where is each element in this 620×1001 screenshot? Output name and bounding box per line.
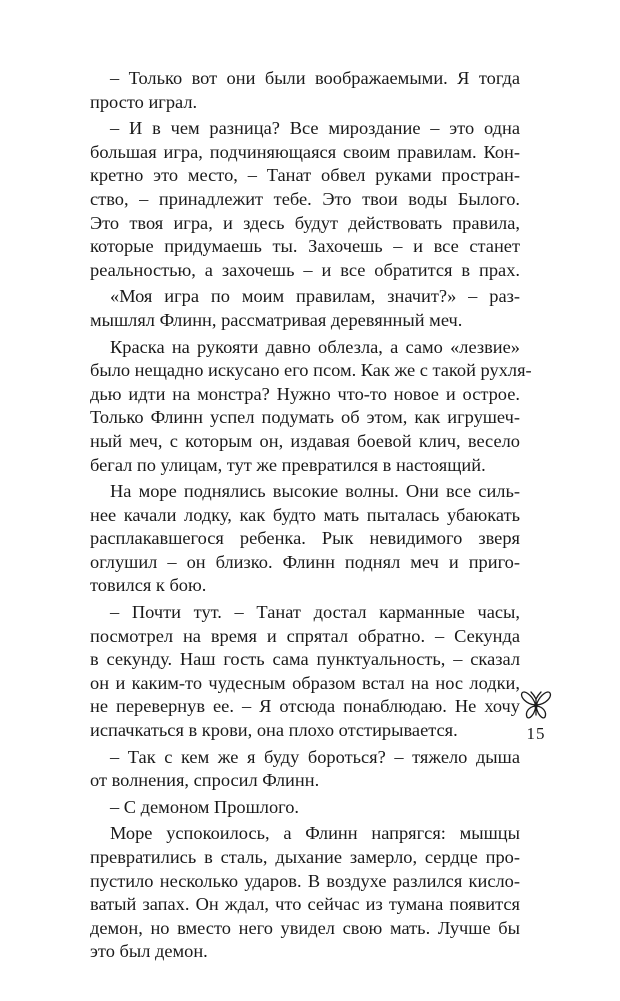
paragraph [90, 67, 520, 114]
text-line: оглушил – он близко. Флинн поднял меч и приго- [90, 551, 520, 572]
paragraph [90, 480, 520, 598]
text-line: реальностью, а захочешь – и все обратится в прах. [90, 259, 520, 280]
paragraph [90, 601, 520, 743]
text-line: «Моя игра по моим правилам, значит?» – раз- [110, 286, 520, 307]
text-line: Только Флинн успел подумать об этом, как игрушеч- [90, 407, 520, 428]
text-line: от волнения, спросил Флинн. [90, 770, 320, 791]
text-line: пустило несколько ударов. В воздухе разлился кисло- [90, 870, 520, 891]
text-line: демон, но вместо него увидел свою мать. Лучше бы [90, 917, 520, 938]
paragraph [90, 746, 520, 793]
text-line: было нещадно искусано его псом. Как же с такой рухля- [90, 360, 532, 381]
text-line: просто играл. [90, 91, 198, 112]
paragraph [90, 285, 520, 332]
text-line: не перевернув ее. – Я отсюда понаблюдаю. Не хочу [90, 696, 520, 717]
text-line: он и каким-то чудесным образом встал на нос лодки, [90, 672, 520, 693]
text-line: испачкаться в крови, она плохо отстирывается. [90, 720, 458, 741]
text-line: ватый запах. Он ждал, что сейчас из тумана появится [90, 894, 520, 915]
page-folio [518, 688, 554, 754]
text-line: На море поднялись высокие волны. Они все силь- [110, 481, 520, 502]
text-line: кретно это место, – Танат обвел руками простран- [90, 165, 520, 186]
paragraph [90, 822, 520, 964]
text-line: превратились в сталь, дыхание замерло, сердце про- [90, 847, 520, 867]
body-text [90, 67, 532, 964]
text-line: мышлял Флинн, рассматривая деревянный меч. [90, 309, 463, 330]
page-number: 15 [526, 724, 546, 743]
text-line: ный меч, с которым он, издавая боевой клич, весело [90, 430, 520, 451]
text-line: расплакавшегося ребенка. Рык невидимого зверя [90, 528, 520, 549]
text-line: товился к бою. [90, 575, 207, 596]
text-line: – Так с кем же я буду бороться? – тяжело дыша [110, 746, 520, 767]
text-line: в секунду. Наш гость сама пунктуальность, – сказал [90, 649, 520, 670]
text-line: которые придумаешь ты. Захочешь – и все станет [90, 236, 520, 257]
text-line: – С демоном Прошлого. [110, 796, 300, 817]
text-line: Море успокоилось, а Флинн напрягся: мышцы [110, 823, 520, 844]
text-line: это был демон. [90, 941, 208, 962]
text-line: большая игра, подчиняющаяся своим правилам. Кон- [90, 141, 520, 162]
text-line: ство, – принадлежит тебе. Это твои воды Былого. [90, 188, 520, 209]
text-line: – Почти тут. – Танат достал карманные часы, [110, 602, 520, 623]
paragraph [90, 796, 520, 820]
text-line: дью идти на монстра? Нужно что-то новое и острое. [90, 383, 520, 404]
paragraph [90, 117, 520, 282]
text-line: – Только вот они были воображаемыми. Я тогда [110, 68, 520, 88]
text-line: нее качали лодку, как будто мать пыталась убаюкать [90, 504, 520, 525]
butterfly-icon [520, 688, 552, 724]
text-line: бегал по улицам, тут же превратился в настоящий. [90, 454, 486, 475]
text-line: посмотрел на время и спрятал обратно. – Секунда [90, 625, 520, 646]
text-line: Краска на рукояти давно облезла, а само «лезвие» [110, 336, 520, 357]
text-line: – И в чем разница? Все мироздание – это одна [110, 118, 520, 139]
text-line: Это твоя игра, и здесь будут действовать правила, [90, 212, 520, 233]
paragraph [90, 336, 532, 478]
